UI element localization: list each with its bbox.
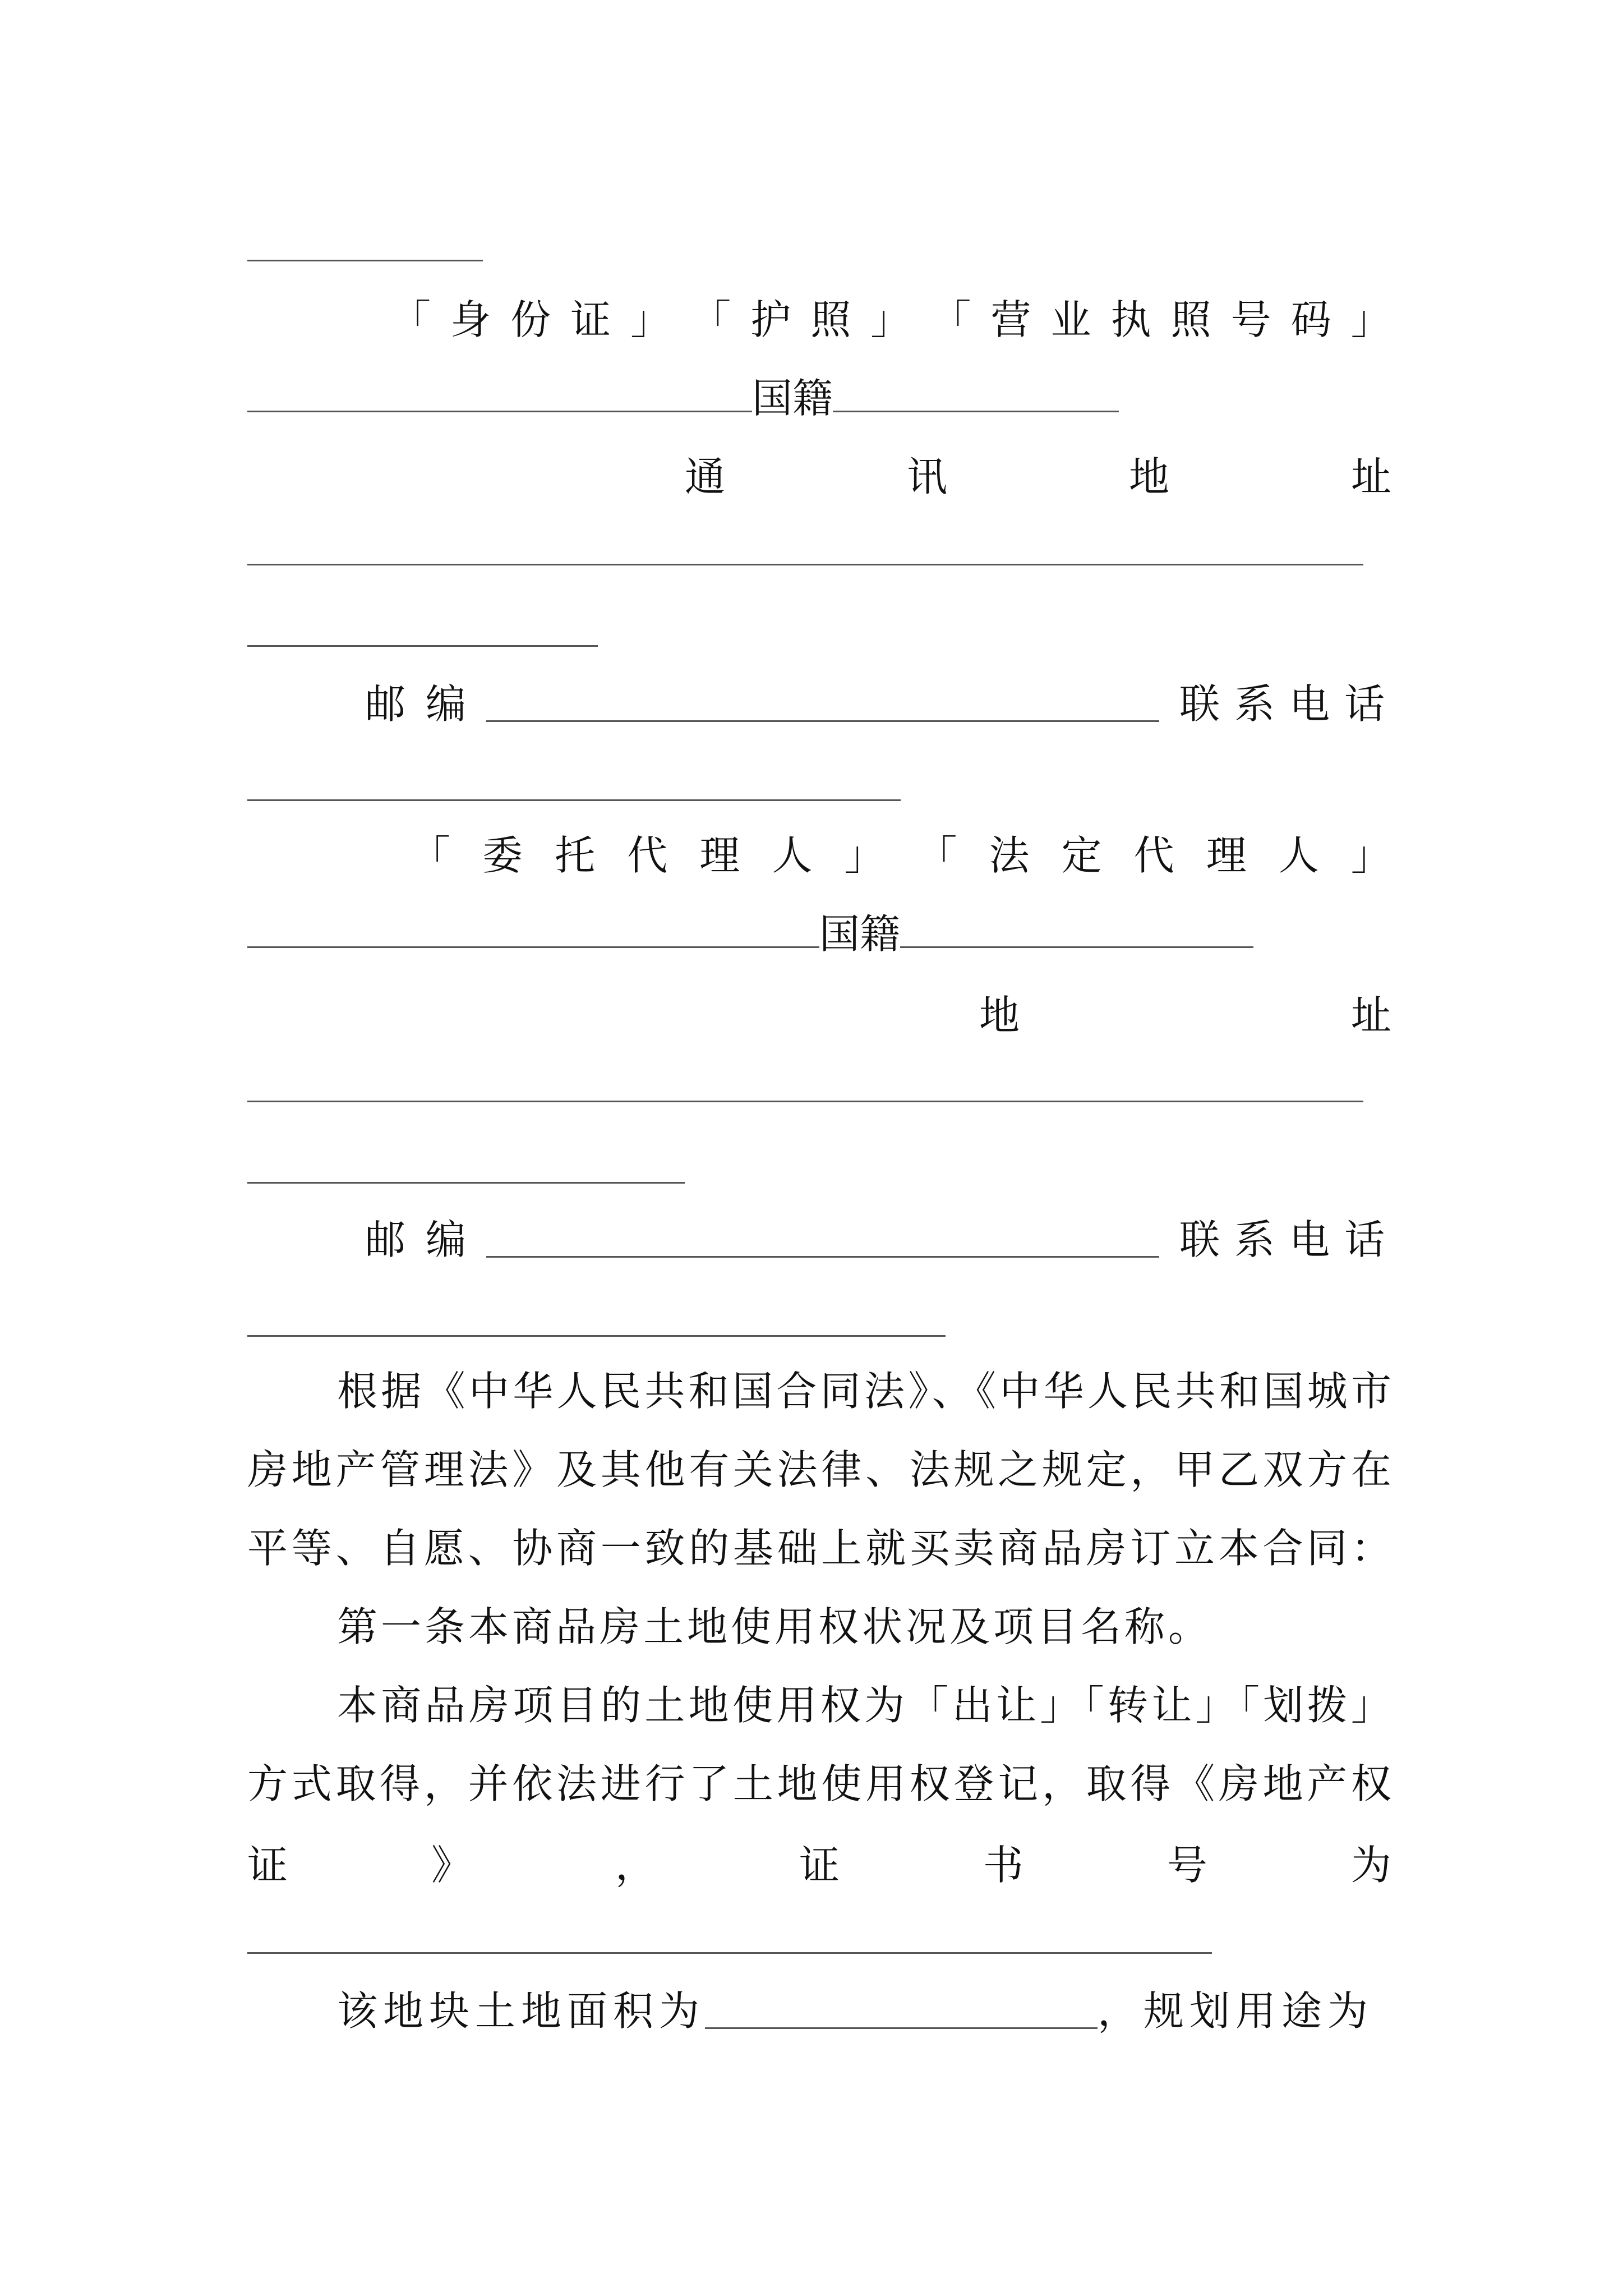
article-1-text: 方式取得，并依法进行了土地使用权登记，取得《房地产权 xyxy=(247,1760,1391,1807)
phone-char: 系 xyxy=(1234,1216,1275,1263)
postcode-label xyxy=(365,670,466,738)
address-blank-continued xyxy=(247,1182,685,1184)
id-type-char: 份 xyxy=(510,296,551,343)
blank-line xyxy=(247,260,483,261)
agent-type-char: 代 xyxy=(627,832,668,879)
cert-char: 号 xyxy=(1166,1842,1207,1889)
id-type-char: 营 xyxy=(990,296,1031,343)
article-1-title: 第一条本商品房土地使用权状况及项目名称。 xyxy=(337,1603,1212,1650)
agent-type-char: 」 xyxy=(844,832,885,879)
id-type-char: 」 xyxy=(630,296,671,343)
address-label-char: 讯 xyxy=(906,453,947,500)
postcode-char: 邮 xyxy=(365,1216,406,1263)
article-1-text: 本商品房项目的土地使用权为「出让」「转让」「划拨」 xyxy=(337,1682,1391,1729)
agent-type-char: 」 xyxy=(1350,832,1391,879)
agent-type-char: 托 xyxy=(555,832,596,879)
preamble-line: 房地产管理法》及其他有关法律、法规之规定，甲乙双方在 xyxy=(247,1446,1391,1493)
nationality-blank[interactable] xyxy=(900,913,1253,948)
address-label-char: 地 xyxy=(979,992,1020,1039)
id-type-char: 「 xyxy=(690,296,731,343)
address-blank xyxy=(247,1101,1363,1102)
agent-type-char: 人 xyxy=(772,832,813,879)
nationality-row-1 xyxy=(247,365,1391,432)
phone-char: 联 xyxy=(1179,1216,1220,1263)
agent-type-char: 法 xyxy=(989,832,1030,879)
cert-char: 证 xyxy=(799,1842,840,1889)
cert-char: 书 xyxy=(983,1842,1023,1889)
address-blank xyxy=(247,564,1363,565)
id-type-char: 照 xyxy=(810,296,851,343)
phone-char: 系 xyxy=(1234,680,1275,728)
postcode-phone-row-2 xyxy=(247,1206,1391,1273)
phone-blank xyxy=(247,1335,946,1337)
certificate-number-blank xyxy=(247,1952,1212,1954)
id-type-char: 「 xyxy=(930,296,971,343)
id-type-char: 身 xyxy=(450,296,491,343)
agent-type-char: 「 xyxy=(410,832,451,879)
phone-label xyxy=(1179,1206,1385,1273)
cert-char: ， xyxy=(615,1842,656,1889)
cert-char: 为 xyxy=(1350,1842,1391,1889)
postcode-char: 编 xyxy=(426,1216,467,1263)
nationality-blank[interactable] xyxy=(833,377,1119,412)
postcode-char: 编 xyxy=(426,680,467,728)
contact-address-row xyxy=(247,443,1391,510)
id-type-char: 执 xyxy=(1110,296,1151,343)
agent-type-options xyxy=(247,822,1391,889)
land-area-label: 该地块土地面积为 xyxy=(337,1987,706,2035)
agent-address-row xyxy=(247,982,1391,1049)
phone-char: 电 xyxy=(1289,1216,1330,1263)
id-type-char: 照 xyxy=(1170,296,1211,343)
preamble-line: 根据《中华人民共和国合同法》、《中华人民共和国城市 xyxy=(337,1368,1391,1415)
postcode-char: 邮 xyxy=(365,680,406,728)
agent-type-char: 定 xyxy=(1061,832,1102,879)
id-type-options xyxy=(247,286,1391,353)
id-type-char: 码 xyxy=(1290,296,1331,343)
id-type-char: 号 xyxy=(1230,296,1271,343)
id-type-char: 」 xyxy=(1350,296,1391,343)
postcode-label xyxy=(365,1206,466,1273)
preamble-line: 平等、自愿、协商一致的基础上就买卖商品房订立本合同： xyxy=(247,1525,1391,1572)
agent-type-char: 理 xyxy=(699,832,740,879)
land-area-blank[interactable] xyxy=(705,1994,1098,2029)
cert-char: 》 xyxy=(431,1842,472,1889)
phone-char: 话 xyxy=(1344,680,1385,728)
id-type-char: 」 xyxy=(870,296,911,343)
agent-type-char: 委 xyxy=(482,832,523,879)
id-type-char: 「 xyxy=(390,296,431,343)
postcode-phone-row-1 xyxy=(247,670,1391,738)
agent-type-char: 代 xyxy=(1133,832,1174,879)
postcode-blank[interactable] xyxy=(486,1222,1159,1258)
id-type-char: 证 xyxy=(570,296,611,343)
phone-char: 话 xyxy=(1344,1216,1385,1263)
nationality-row-2 xyxy=(247,900,1391,968)
postcode-blank[interactable] xyxy=(486,687,1159,722)
agent-type-char: 理 xyxy=(1206,832,1247,879)
agent-name-blank[interactable] xyxy=(247,913,819,948)
nationality-label: 国籍 xyxy=(752,375,833,422)
agent-type-char: 「 xyxy=(916,832,957,879)
phone-char: 电 xyxy=(1289,680,1330,728)
nationality-label: 国籍 xyxy=(819,910,901,958)
address-label-char: 地 xyxy=(1128,453,1169,500)
id-type-char: 护 xyxy=(750,296,791,343)
id-number-blank[interactable] xyxy=(247,377,752,412)
phone-char: 联 xyxy=(1179,680,1220,728)
planned-use-label: ，规划用途为 xyxy=(1098,1987,1374,2035)
land-area-row xyxy=(247,1977,1391,2045)
address-blank-continued xyxy=(247,645,598,647)
address-label-char: 址 xyxy=(1350,453,1391,500)
cert-char: 证 xyxy=(247,1842,288,1889)
address-label-char: 址 xyxy=(1350,992,1391,1039)
address-label-char: 通 xyxy=(685,453,726,500)
phone-label xyxy=(1179,670,1385,738)
id-type-char: 业 xyxy=(1050,296,1091,343)
agent-type-char: 人 xyxy=(1278,832,1319,879)
certificate-number-row xyxy=(247,1832,1391,1899)
phone-blank xyxy=(247,799,901,801)
